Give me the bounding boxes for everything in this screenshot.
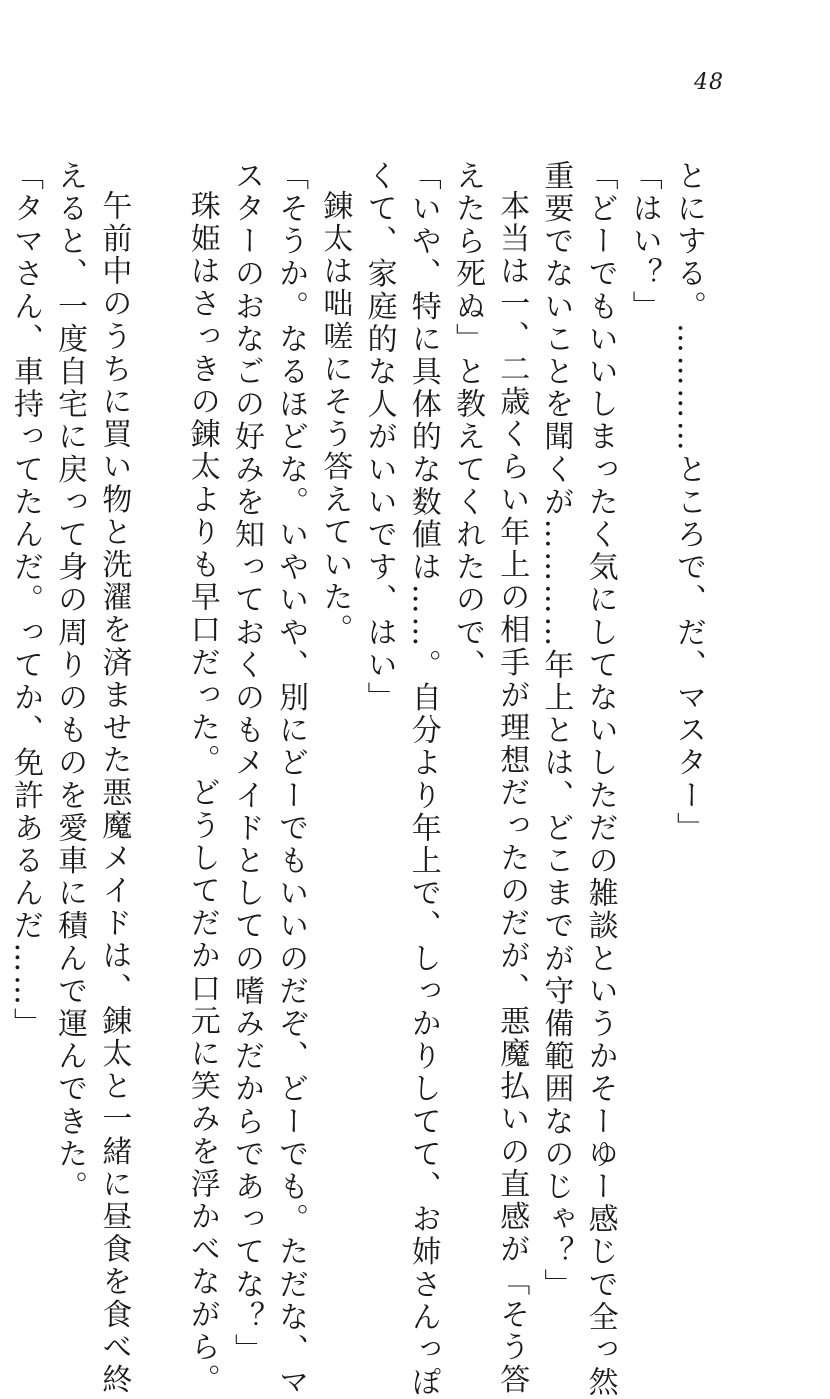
- text-line: [0, 160, 3, 1100]
- text-line: 「そうか。なるほどな。いやいや、別にどーでもいいのだぞ、どーでも。ただな、マ: [273, 160, 309, 1399]
- text-line: 「タマさん、車持ってたんだ。ってか、免許あるんだ……」: [7, 160, 43, 1041]
- text-line: とにする。…………ところで、だ、マスター」: [671, 160, 706, 845]
- text-line: 珠姫はさっきの錬太よりも早口だった。どうしてだか口元に笑みを浮かべながら。: [184, 190, 220, 1397]
- text-line: 本当は一、二歳くらい年上の相手が理想だったのだが、悪魔払いの直感が「そう答: [494, 190, 530, 1397]
- blank-line: [135, 160, 179, 1100]
- text-line: 「どーでもいいしまったく気にしてないしただの雑談というかそーゆー感じで全っ然: [582, 160, 618, 1399]
- text-line: 「はい？」: [626, 160, 662, 323]
- text-line: 錬太は咄嗟にそう答えていた。: [317, 190, 353, 647]
- text-line: くて、家庭的な人がいいです、はい」: [361, 160, 397, 715]
- text-line: 重要でないことを聞くが…………年上とは、どこまでが守備範囲なのじゃ？」: [538, 160, 574, 1301]
- text-line: 午前中のうちに買い物と洗濯を済ませた悪魔メイドは、錬太と一緒に昼食を食べ終: [96, 190, 132, 1397]
- text-line: えたら死ぬ」と教えてくれたので、: [449, 160, 485, 682]
- page-number: 48: [694, 70, 724, 95]
- text-line: 「いや、特に具体的な数値は……。自分より年上で、しっかりしてて、お姉さんっぽ: [405, 160, 441, 1399]
- text-line: スターのおなごの好みを知っておくのもメイドとしての嗜みだからであってな？」: [228, 160, 264, 1367]
- text-line: えると、一度自宅に戻って身の周りのものを愛車に積んで運んできた。: [52, 160, 88, 1204]
- novel-body-text: [7, 160, 710, 1399]
